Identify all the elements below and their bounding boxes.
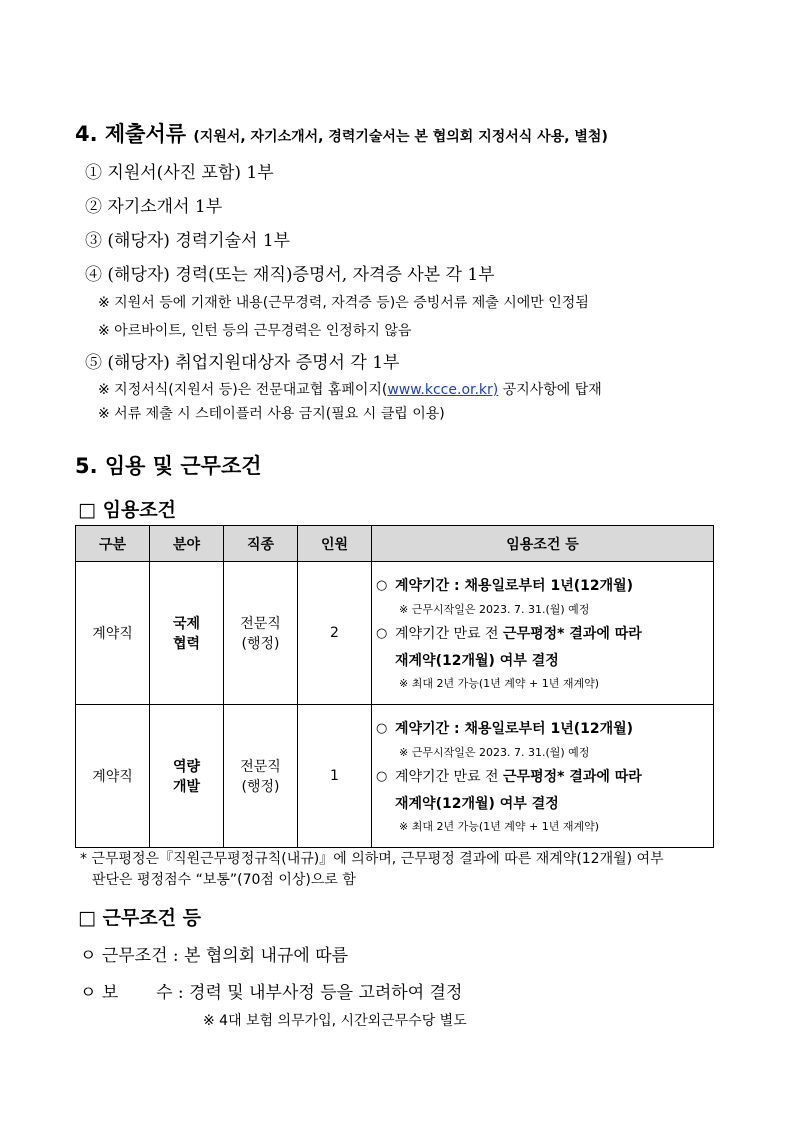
doc-item-5: ⑤ (해당자) 취업지원대상자 증명서 각 1부 (85, 353, 400, 373)
doc-note-1: ※ 지원서 등에 기재한 내용(근무경력, 자격증 등)은 증빙서류 제출 시에만 인정됨 (98, 295, 589, 311)
condition-note: ※ 최대 2년 가능(1년 계약 + 1년 재계약) (399, 677, 599, 690)
section5-title: 5. 임용 및 근무조건 (75, 454, 262, 478)
cell-conditions (372, 562, 714, 705)
working-condition-note: ※ 4대 보험 의무가입, 시간외근무수당 별도 (203, 1013, 467, 1029)
doc-item-3: ③ (해당자) 경력기술서 1부 (85, 231, 291, 251)
section4-subtitle: (지원서, 자기소개서, 경력기술서는 본 협의회 지정서식 사용, 별첨) (193, 129, 608, 145)
table-row (76, 562, 714, 705)
table-header-row (76, 526, 714, 562)
section4-heading (75, 118, 608, 148)
cell-type: 계약직 (76, 705, 150, 848)
condition-note: ※ 최대 2년 가능(1년 계약 + 1년 재계약) (399, 820, 599, 833)
working-conditions-heading: □ 근무조건 등 (78, 907, 201, 929)
working-condition-2: ㅇ 보 수 : 경력 및 내부사정 등을 고려하여 결정 (80, 983, 463, 1003)
circle-bullet-icon: ○ (376, 721, 388, 736)
cell-job: 전문직 (행정) (224, 705, 298, 848)
doc-note-4: ※ 서류 제출 시 스테이플러 사용 금지(필요 시 클립 이용) (98, 406, 445, 422)
header-category: 구분 (76, 526, 150, 562)
cell-field: 국제 협력 (150, 562, 224, 705)
condition-line: ○ 계약기간 만료 전 근무평정* 결과에 따라 (373, 763, 712, 791)
doc-note-2: ※ 아르바이트, 인턴 등의 근무경력은 인정하지 않음 (98, 323, 412, 339)
circle-bullet-icon: ○ (376, 626, 388, 641)
header-job: 직종 (224, 526, 298, 562)
doc-note-3 (98, 379, 602, 399)
kcce-homepage-link[interactable]: www.kcce.or.kr) (387, 382, 499, 398)
condition-line: ○ 계약기간 : 채용일로부터 1년(12개월) (373, 715, 712, 743)
condition-line: 재계약(12개월) 여부 결정 (395, 796, 559, 812)
cell-field: 역량 개발 (150, 705, 224, 848)
condition-line: ○ 계약기간 : 채용일로부터 1년(12개월) (373, 572, 712, 600)
cell-count: 2 (298, 562, 372, 705)
employment-conditions-heading: □ 임용조건 (78, 499, 176, 521)
doc-item-4: ④ (해당자) 경력(또는 재직)증명서, 자격증 사본 각 1부 (85, 265, 495, 285)
doc-note-3-suffix: 공지사항에 탑재 (498, 382, 602, 398)
header-conditions: 임용조건 등 (372, 526, 714, 562)
table-row (76, 705, 714, 848)
doc-note-3-prefix: ※ 지정서식(지원서 등)은 전문대교협 홈페이지( (98, 382, 388, 398)
evaluation-footnote-line1: * 근무평정은『직원근무평정규칙(내규)』에 의하며, 근무평정 결과에 따른 재계약(12개월) 여부 (80, 851, 664, 867)
header-count: 인원 (298, 526, 372, 562)
condition-line: 재계약(12개월) 여부 결정 (395, 653, 559, 669)
working-condition-1: ㅇ 근무조건 : 본 협의회 내규에 따름 (80, 946, 349, 966)
cell-conditions (372, 705, 714, 848)
section4-title: 4. 제출서류 (75, 122, 187, 146)
cell-type: 계약직 (76, 562, 150, 705)
circle-bullet-icon: ○ (376, 769, 388, 784)
condition-note: ※ 근무시작일은 2023. 7. 31.(월) 예정 (399, 603, 590, 616)
cell-job: 전문직 (행정) (224, 562, 298, 705)
circle-bullet-icon: ○ (376, 578, 388, 593)
header-field: 분야 (150, 526, 224, 562)
evaluation-footnote-line2: 판단은 평정점수 “보통”(70점 이상)으로 함 (92, 872, 356, 888)
condition-note: ※ 근무시작일은 2023. 7. 31.(월) 예정 (399, 746, 590, 759)
cell-count: 1 (298, 705, 372, 848)
doc-item-2: ② 자기소개서 1부 (85, 197, 223, 217)
employment-conditions-table (75, 525, 714, 848)
condition-line: ○ 계약기간 만료 전 근무평정* 결과에 따라 (373, 620, 712, 648)
doc-item-1: ① 지원서(사진 포함) 1부 (85, 163, 274, 183)
